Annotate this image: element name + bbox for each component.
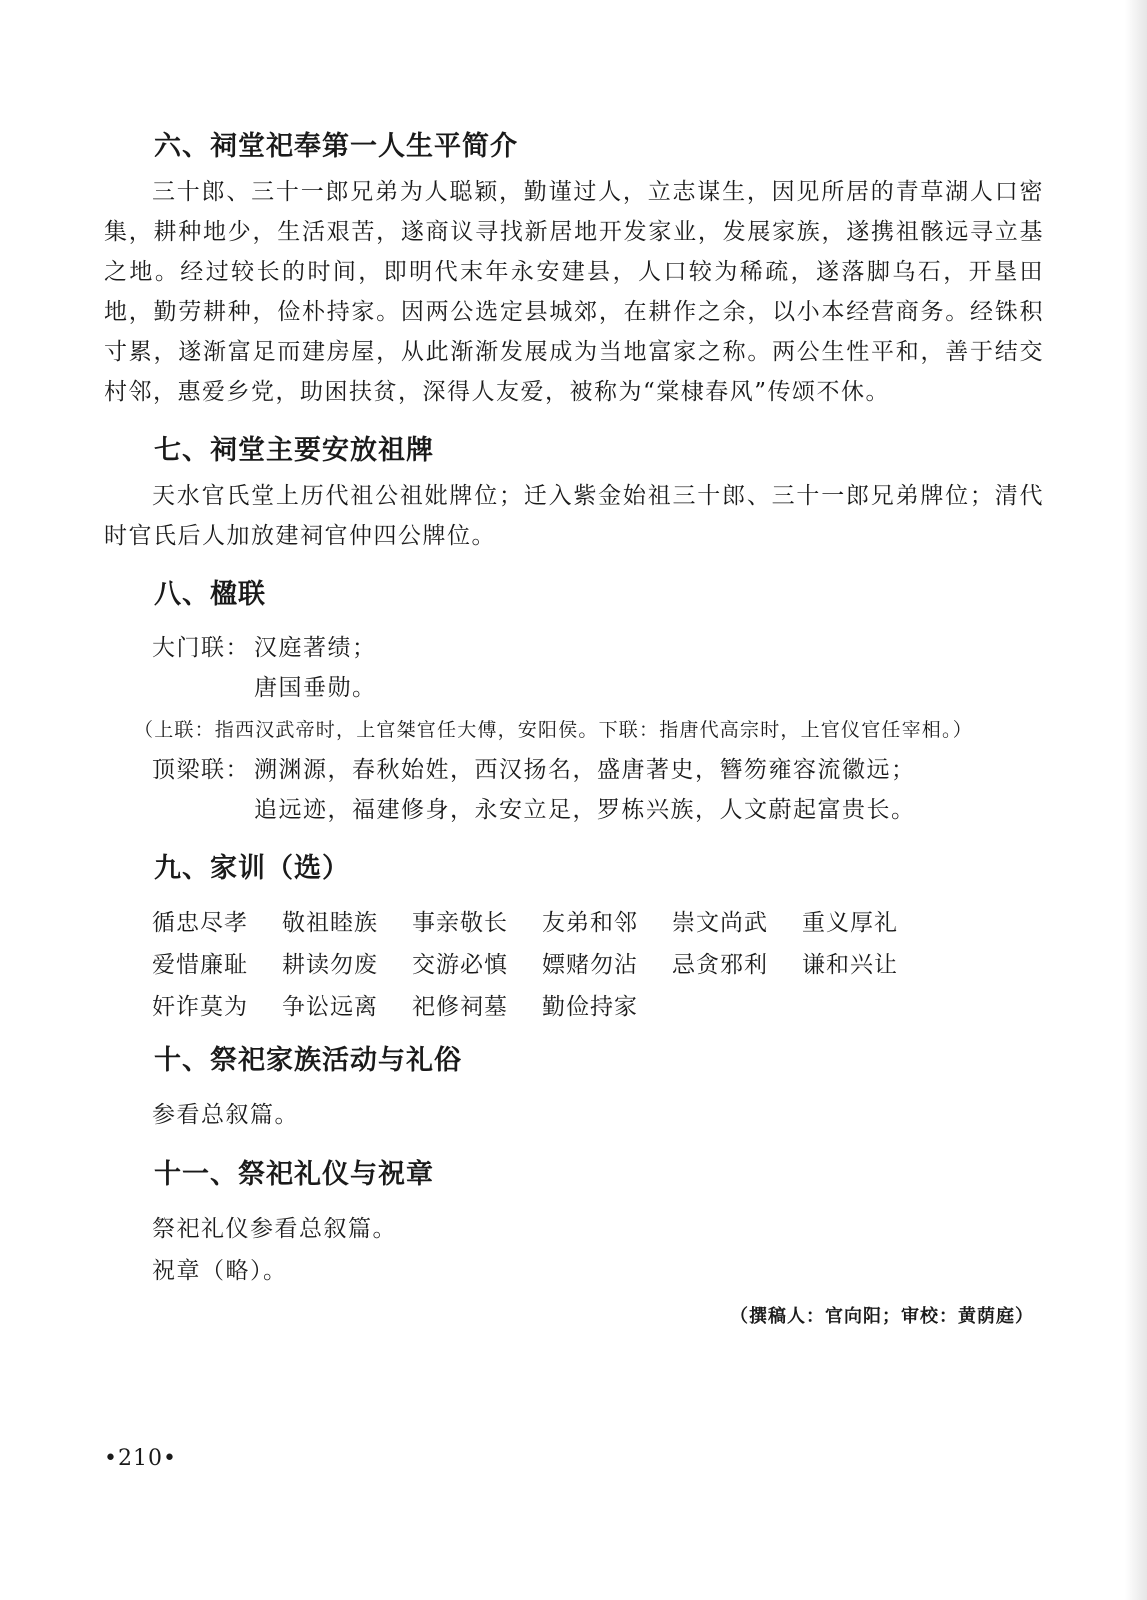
precept: 耕读勿废 — [282, 952, 378, 978]
precept: 争讼远离 — [282, 994, 378, 1020]
precept: 奸诈莫为 — [152, 994, 248, 1020]
section-9-heading: 九、家训（选） — [154, 853, 350, 884]
section-7 — [104, 426, 1044, 556]
precept: 友弟和邻 — [542, 910, 638, 936]
section-8 — [104, 570, 1044, 830]
beam-couplet-label: 顶梁联： — [152, 757, 250, 783]
section-6-heading: 六、祠堂祀奉第一人生平简介 — [154, 131, 518, 162]
gate-couplet-note: （上联：指西汉武帝时，上官桀官任大傅，安阳侯。下联：指唐代高宗时，上官仪官任宰相。） — [134, 719, 973, 741]
section-11 — [104, 1150, 1044, 1292]
precept: 事亲敬长 — [412, 910, 508, 936]
precept: 爱惜廉耻 — [152, 952, 248, 978]
section-8-heading: 八、楹联 — [154, 579, 266, 610]
precept: 循忠尽孝 — [152, 910, 248, 936]
section-11-text-2: 祝章（略）。 — [152, 1258, 288, 1284]
precept: 交游必慎 — [412, 952, 508, 978]
section-10 — [104, 1036, 1044, 1136]
author-credit: （撰稿人：官向阳；审校：黄荫庭） — [730, 1306, 1034, 1327]
precept: 忌贪邪利 — [672, 952, 768, 978]
precept: 敬祖睦族 — [282, 910, 378, 936]
precept: 勤俭持家 — [542, 994, 638, 1020]
gate-couplet-label: 大门联： — [152, 635, 250, 661]
section-11-text-1: 祭祀礼仪参看总叙篇。 — [152, 1216, 397, 1242]
page-number: •210• — [104, 1446, 177, 1471]
gate-couplet — [104, 628, 1044, 668]
precept: 嫖赌勿沾 — [542, 952, 638, 978]
page-edge-shadow — [1125, 0, 1147, 1600]
beam-couplet — [104, 750, 1044, 790]
section-11-heading: 十一、祭祀礼仪与祝章 — [154, 1159, 434, 1190]
section-9 — [104, 844, 1044, 1028]
family-precepts-grid — [104, 902, 1044, 1028]
precept: 崇文尚武 — [672, 910, 768, 936]
gate-couplet-line-1: 汉庭著绩； — [254, 635, 377, 661]
section-7-paragraph: 天水官氏堂上历代祖公祖妣牌位；迁入紫金始祖三十郎、三十一郎兄弟牌位；清代时官氏后人加放建祠官仲四公牌位。 — [104, 483, 1044, 549]
section-6 — [104, 122, 1044, 412]
precept: 谦和兴让 — [802, 952, 898, 978]
gate-couplet-line-2: 唐国垂勋。 — [254, 675, 377, 701]
beam-couplet-line-2: 追远迹，福建修身，永安立足，罗栋兴族，人文蔚起富贵长。 — [254, 797, 916, 823]
document-page — [104, 122, 1044, 1332]
precept: 祀修祠墓 — [412, 994, 508, 1020]
section-10-heading: 十、祭祀家族活动与礼俗 — [154, 1045, 462, 1076]
section-6-paragraph: 三十郎、三十一郎兄弟为人聪颖，勤谨过人，立志谋生，因见所居的青草湖人口密集，耕种地少，生活艰苦，遂商议寻找新居地开发家业，发展家族，遂携祖骸远寻立基之地。经过较长的时间，即明代末年永安建县，人口较为稀疏，遂落脚乌石，开垦田地，勤劳耕种，俭朴持家。因两公选定县城郊，在耕作之余，以小本经营商务。经铢积寸累，遂渐富足而建房屋，从此渐渐发展成为当地富家之称。两公生性平和，善于结交村邻，惠爱乡党，助困扶贫，深得人友爱，被称为“棠棣春风”传颂不休。 — [104, 179, 1044, 405]
precept: 重义厚礼 — [802, 910, 898, 936]
section-7-heading: 七、祠堂主要安放祖牌 — [154, 435, 434, 466]
beam-couplet-line-1: 溯渊源，春秋始姓，西汉扬名，盛唐著史，簪笏雍容流徽远； — [254, 757, 916, 783]
section-10-text: 参看总叙篇。 — [152, 1102, 299, 1128]
